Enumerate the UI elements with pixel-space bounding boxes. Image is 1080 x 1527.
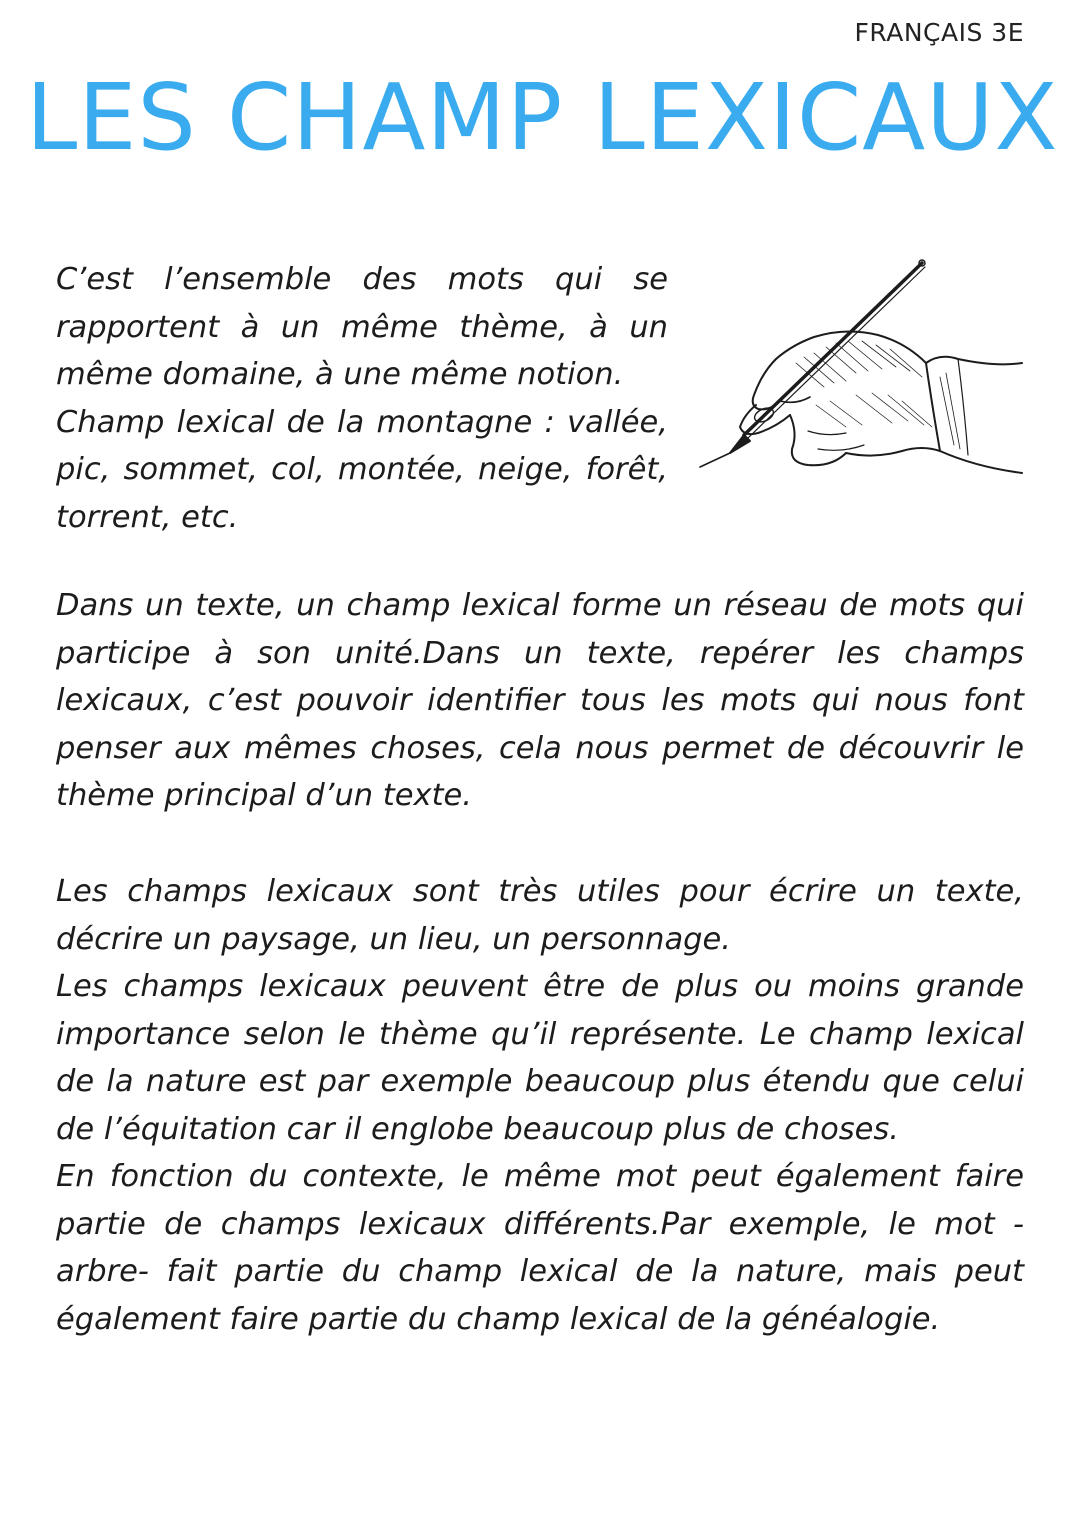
- intro-block: [56, 256, 668, 541]
- example-paragraph: Champ lexical de la montagne : vallée, pic, sommet, col, montée, neige, forêt, torrent, etc.: [56, 404, 668, 535]
- definition-paragraph: C’est l’ensemble des mots qui se rapportent à un même thème, à un même domaine, à une même notion.: [56, 262, 668, 392]
- network-paragraph: Dans un texte, un champ lexical forme un réseau de mots qui participe à son unité.Dans un texte, repérer les champs lexicaux, c’est pouvoir identifier tous les mots qui nous font penser aux mêmes choses, cela nous permet de découvrir le thème principal d’un texte.: [56, 588, 1024, 813]
- page-title: LES CHAMP LEXICAUX: [26, 64, 1059, 171]
- context-paragraph: En fonction du contexte, le même mot peut également faire partie de champs lexicaux différents.Par exemple, le mot -arbre- fait partie du champ lexical de la nature, mais peut également faire partie du champ lexical de la généalogie.: [56, 1159, 1024, 1337]
- hand-writing-with-pen-icon: [696, 255, 1032, 485]
- usage-section: [56, 868, 1024, 1343]
- importance-paragraph: Les champs lexicaux peuvent être de plus ou moins grande importance selon le thème qu’il représente. Le champ lexical de la nature est par exemple beaucoup plus étendu que celui de l’équitation car il englobe beaucoup plus de choses.: [56, 969, 1024, 1147]
- usefulness-paragraph: Les champs lexicaux sont très utiles pour écrire un texte, décrire un paysage, un lieu, un personnage.: [56, 874, 1024, 957]
- network-section: [56, 582, 1024, 820]
- subject-label: FRANÇAIS 3E: [854, 18, 1024, 47]
